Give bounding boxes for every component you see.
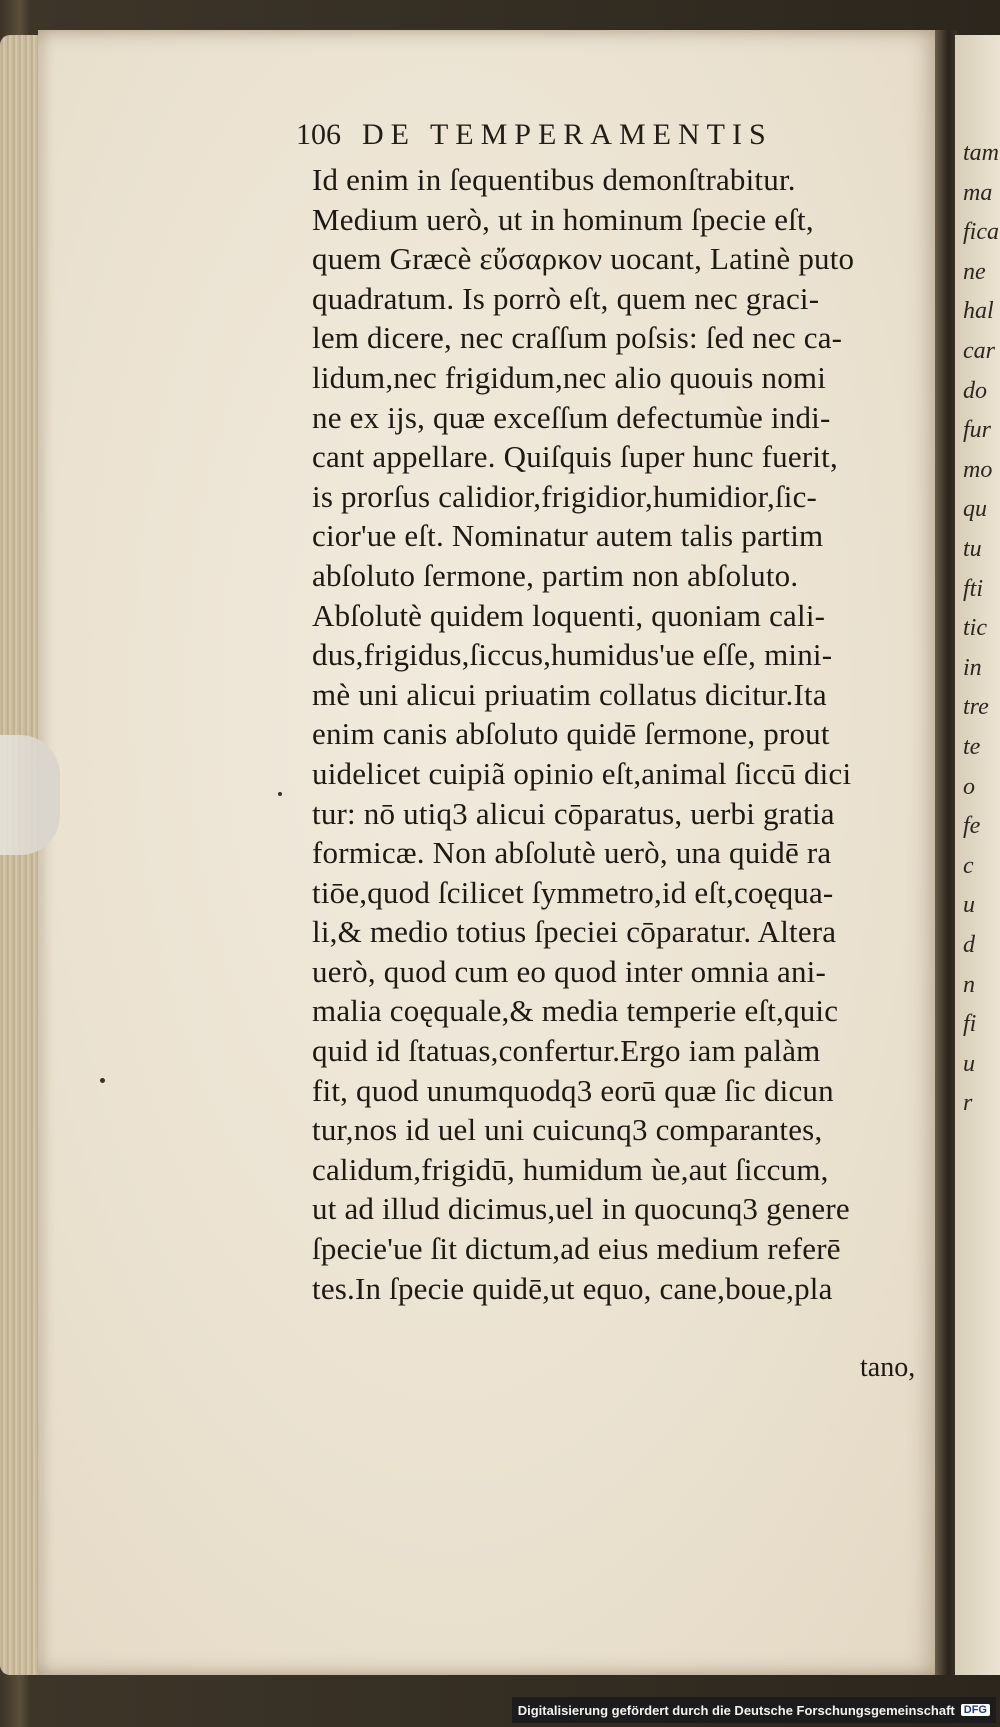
text-line: Id enim in ſequentibus demonſtrabitur. (312, 162, 796, 197)
dfg-logo: DFG (961, 1704, 990, 1716)
text-line: Abſolutè quidem loquenti, quoniam cali- (312, 597, 826, 633)
text-line: fit, quod unumquodq3 eorū quæ ſic dicun (312, 1072, 834, 1108)
text-line: quem Græcè εὔσαρκον uocant, Latinè puto (312, 241, 855, 277)
next-page-fragment: fi (963, 1011, 977, 1038)
digitization-credit (512, 1697, 996, 1723)
text-line: enim canis abſoluto quidē ſermone, prout (312, 716, 830, 752)
text-line: tur,nos id uel uni cuicunq3 comparantes, (312, 1112, 823, 1148)
paper-tab (0, 735, 60, 855)
next-page-fragment: n (963, 971, 975, 998)
text-line: cior'ue eſt. Nominatur autem talis partim (312, 518, 824, 554)
text-line: is prorſus calidior,frigidior,humidior,ſic- (312, 478, 818, 514)
text-line: ut ad illud dicimus,uel in quocunq3 genere (312, 1191, 850, 1227)
next-page-fragment: tre (963, 694, 989, 721)
text-line: calidum,frigidū, humidum ùe,aut ſiccum, (312, 1151, 829, 1187)
text-line: tes.In ſpecie quidē,ut equo, cane,boue,pla (312, 1270, 833, 1306)
text-line: malia coęquale,& media temperie eſt,quic (312, 993, 839, 1029)
next-page-fragment: fe (963, 813, 981, 840)
next-page-fragment: o (963, 773, 975, 800)
text-line: uerò, quod cum eo quod inter omnia ani- (312, 953, 827, 989)
book-gutter (935, 30, 957, 1675)
recto-page-edge (955, 35, 1000, 1675)
next-page-fragment: c (963, 852, 974, 879)
text-line: quadratum. Is porrò eſt, quem nec graci- (312, 280, 820, 316)
text-line: tiōe,quod ſcilicet ſymmetro,id eſt,coęqua- (312, 874, 834, 910)
page-number: 106 (296, 118, 341, 151)
next-page-fragment: in (963, 654, 982, 681)
next-page-fragment: hal (963, 298, 994, 325)
next-page-fragment: tic (963, 615, 987, 642)
text-line: abſoluto ſermone, partim non abſoluto. (312, 557, 799, 593)
next-page-fragment: u (963, 1050, 975, 1077)
text-line: ne ex ijs, quæ exceſſum defectumùe indi- (312, 399, 831, 435)
catchword: tano, (860, 1352, 916, 1383)
text-line: li,& medio totius ſpeciei cōparatur. Altera (312, 914, 837, 950)
next-page-fragment: ne (963, 258, 986, 285)
ink-spot (100, 1078, 105, 1083)
next-page-fragment: fica (963, 219, 999, 246)
next-page-fragment: fur (963, 417, 992, 444)
credit-text: Digitalisierung gefördert durch die Deutsche Forschungsgemeinschaft (517, 1702, 955, 1718)
text-line: ſpecie'ue ſit dictum,ad eius medium referē (312, 1231, 841, 1267)
text-line: cant appellare. Quiſquis ſuper hunc fuerit, (312, 439, 838, 475)
ink-spot (278, 792, 282, 796)
text-line: tur: nō utiq3 alicui cōparatus, uerbi gratia (312, 795, 835, 831)
next-page-fragment: do (963, 377, 987, 404)
text-line: lem dicere, nec craſſum poſsis: ſed nec ca- (312, 320, 843, 356)
next-page-fragment: tam (963, 140, 999, 166)
next-page-fragment: car (963, 338, 995, 364)
text-line: quid id ſtatuas,confertur.Ergo iam palàm (312, 1033, 821, 1069)
next-page-fragment: mo (963, 456, 993, 483)
next-page-fragment: d (963, 932, 975, 958)
next-page-fragment: ma (963, 179, 993, 206)
text-line: dus,frigidus,ſiccus,humidus'ue eſſe, mini- (312, 637, 833, 673)
next-page-fragment: te (963, 734, 981, 760)
text-line: Medium uerò, ut in hominum ſpecie eſt, (312, 201, 814, 237)
next-page-fragment: u (963, 892, 975, 919)
body-text (312, 160, 922, 1308)
text-line: uidelicet cuipiã opinio eſt,animal ſiccū dici (312, 755, 852, 791)
next-page-fragment: qu (963, 496, 987, 523)
text-line: mè uni alicui priuatim collatus dicitur.Ita (312, 676, 827, 712)
text-line: formicæ. Non abſolutè uerò, una quidē ra (312, 835, 832, 871)
next-page-fragment: fti (963, 575, 984, 602)
next-page-fragment: tu (963, 536, 982, 562)
next-page-fragment: r (963, 1090, 973, 1117)
text-line: lidum,nec frigidum,nec alio quouis nomi (312, 359, 827, 395)
running-title: DE TEMPERAMENTIS (362, 118, 773, 151)
page-header (296, 118, 856, 162)
